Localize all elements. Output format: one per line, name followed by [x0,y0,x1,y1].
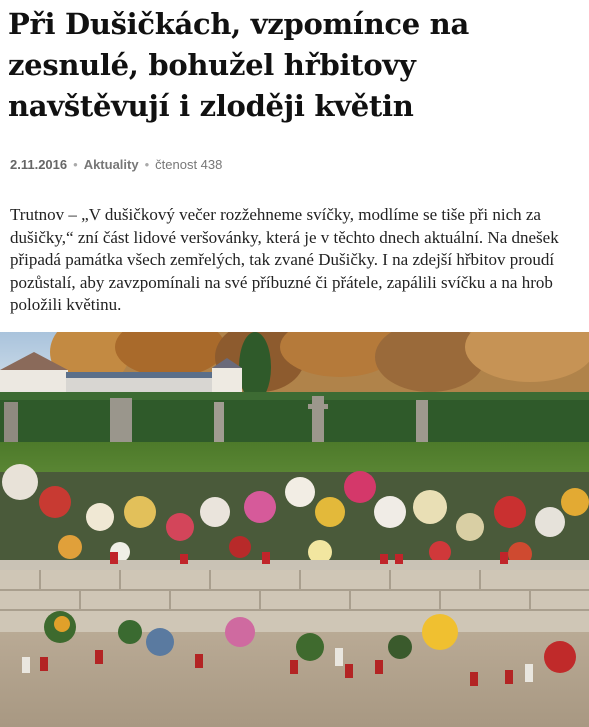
article-date: 2.11.2016 [10,156,68,172]
meta-separator: • [144,156,150,172]
article-title: Při Dušičkách, vzpomínce na zesnulé, bohužel hřbitovy navštěvují i zloději květin [8,7,469,123]
article-lead: Trutnov – „V dušičkový večer rozžehneme svíčky, modlíme se tiše při nich za dušičky,“ zní část lidové veršovánky, která je v těchto dnech aktuální. Na dnešek připadá památka všech zemřelých, tak zvané Dušičky. I na zdejší hřbitov proudí pozůstalí, aby zavzpomínali na své příbuzné či přátele, zapálili svíčku a na hrob položili květinu. [10,205,559,315]
meta-separator: • [73,156,78,172]
read-count: čtenost 438 [155,156,223,172]
article-meta [10,154,222,174]
category-link[interactable]: Aktuality [83,156,139,172]
article-photo [0,332,589,727]
